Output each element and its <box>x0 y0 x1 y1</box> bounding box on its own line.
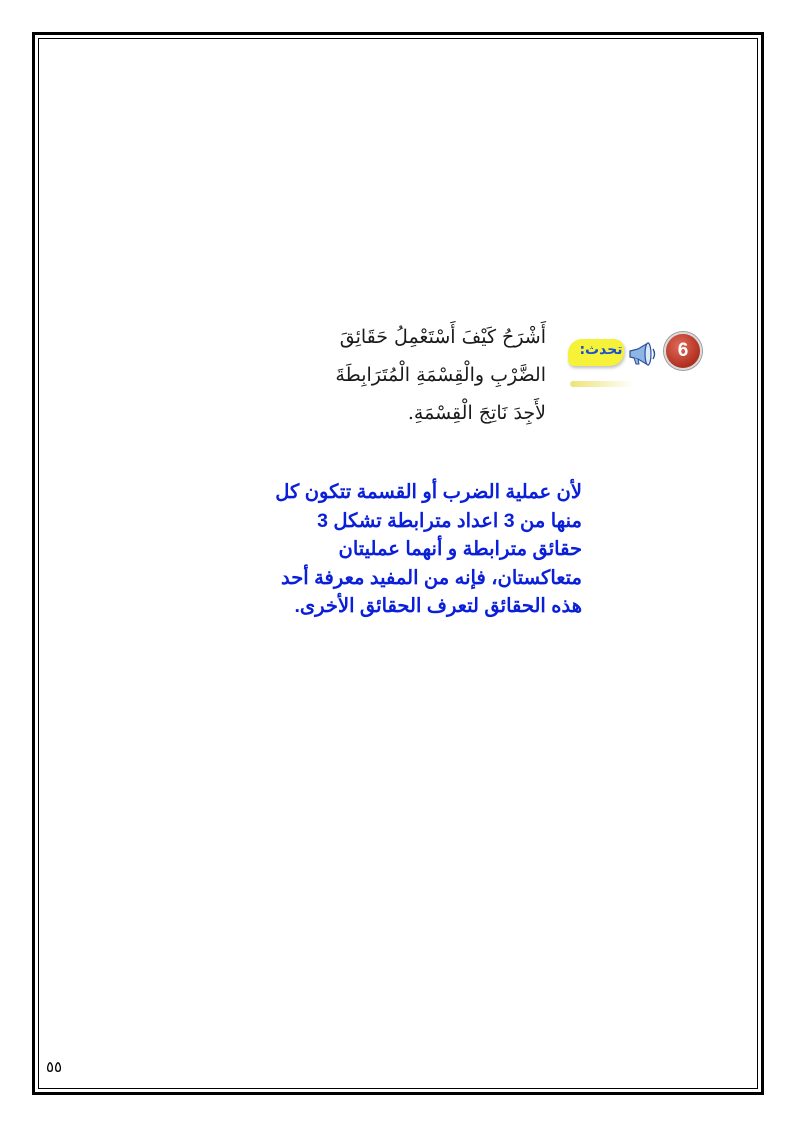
question-block <box>300 312 720 442</box>
megaphone-icon <box>626 340 658 368</box>
answer-line-1: لأن عملية الضرب أو القسمة تتكون كل <box>275 481 582 503</box>
page-number: ٥٥ <box>46 1058 63 1076</box>
answer-line-3: حقائق مترابطة و أنهما عمليتان <box>338 538 582 560</box>
talk-label: تحدث: <box>579 342 623 358</box>
question-line-1: أَشْرَحُ كَيْفَ أَسْتَعْمِلُ حَقَائِقَ <box>339 326 546 348</box>
answer-line-4: متعاكستان، فإنه من المفيد معرفة أحد <box>280 566 582 589</box>
question-line-2: الضَّرْبِ والْقِسْمَةِ الْمُتَرَابِطَةَ <box>335 364 546 386</box>
talk-badge <box>566 324 696 388</box>
question-text <box>300 318 546 432</box>
question-line-3: لأَجِدَ نَاتِجَ الْقِسْمَةِ. <box>407 402 546 424</box>
talk-underline <box>570 381 634 387</box>
answer-line-2: منها من 3 اعداد مترابطة تشكل 3 <box>317 509 582 532</box>
answer-text <box>230 478 582 621</box>
question-number-badge: 6 <box>664 332 702 370</box>
answer-line-5: هذه الحقائق لتعرف الحقائق الأخرى. <box>294 595 582 617</box>
